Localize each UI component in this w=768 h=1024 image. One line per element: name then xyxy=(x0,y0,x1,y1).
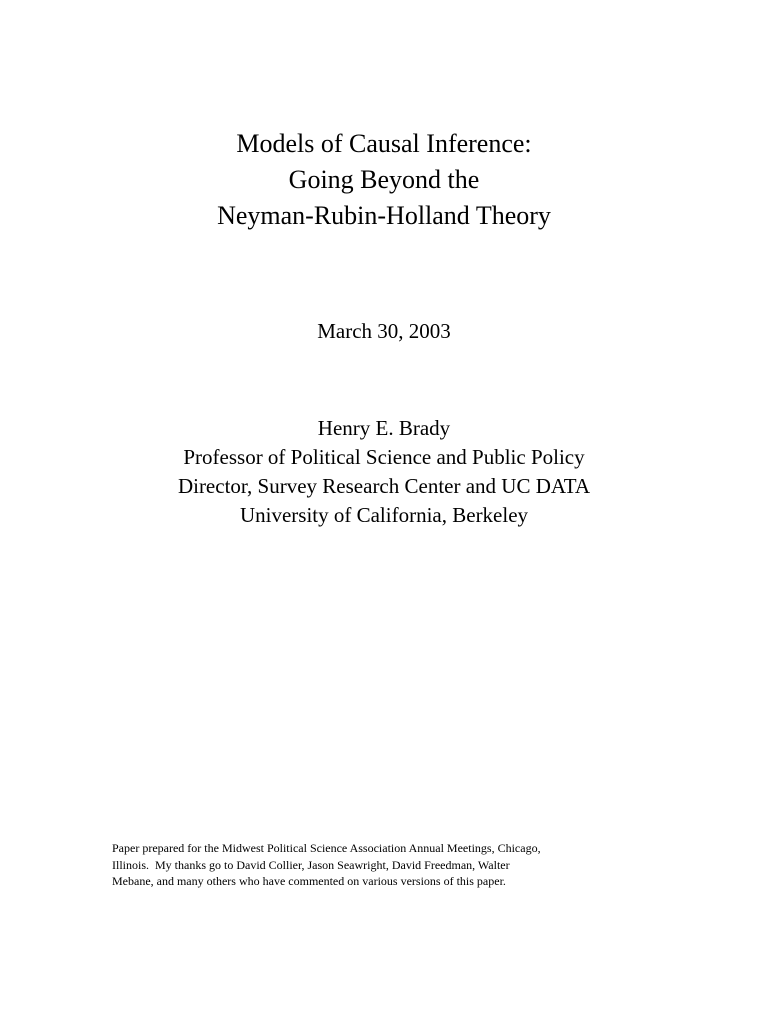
title-line-1: Models of Causal Inference: xyxy=(236,129,532,158)
author-position: Professor of Political Science and Public Policy xyxy=(183,445,585,469)
footnote-line-3: Mebane, and many others who have commented on various versions of this paper. xyxy=(112,874,506,888)
author-info xyxy=(0,414,768,530)
author-role: Director, Survey Research Center and UC DATA xyxy=(177,474,591,498)
author-affiliation: University of California, Berkeley xyxy=(239,503,529,527)
author-name: Henry E. Brady xyxy=(317,416,451,440)
paper-title xyxy=(0,126,768,234)
footnote-line-2: Illinois. My thanks go to David Collier, Jason Seawright, David Freedman, Walter xyxy=(112,857,510,872)
acknowledgement-footnote xyxy=(112,840,672,890)
footnote-line-1: Paper prepared for the Midwest Political Science Association Annual Meetings, Chicago, xyxy=(112,841,541,855)
paper-date: March 30, 2003 xyxy=(317,319,451,343)
title-line-2: Going Beyond the xyxy=(288,165,480,194)
title-line-3: Neyman-Rubin-Holland Theory xyxy=(217,201,551,230)
